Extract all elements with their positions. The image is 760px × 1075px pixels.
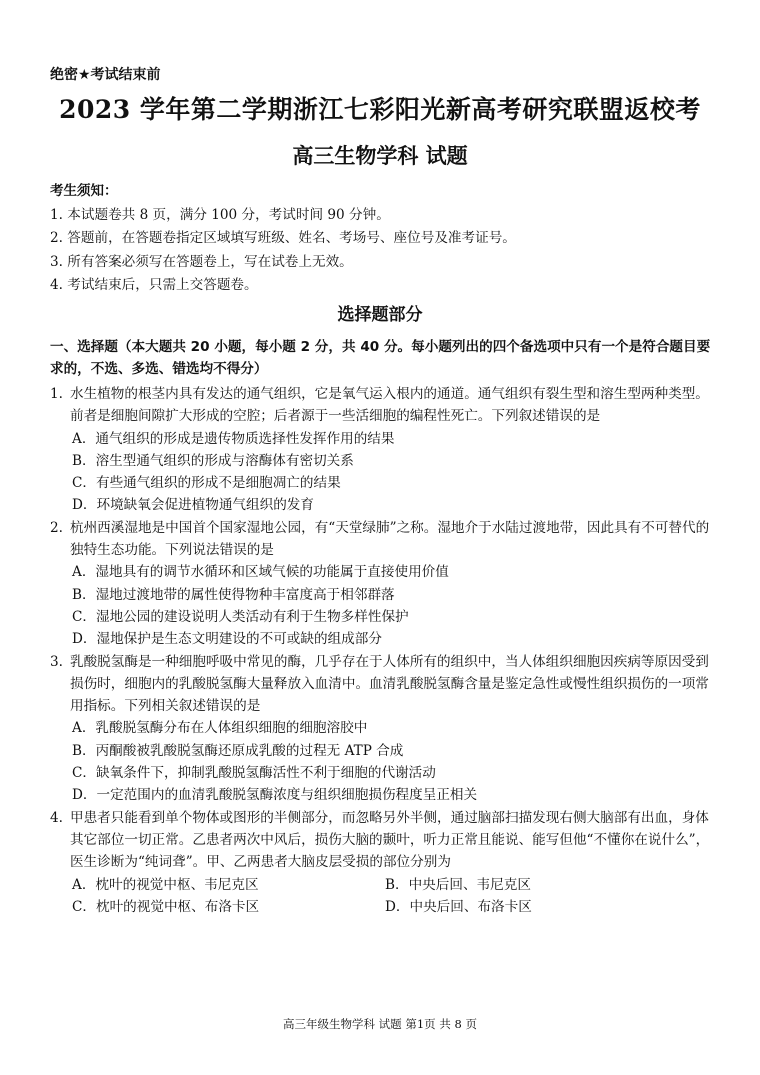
option-b: B．湿地过渡地带的属性使得物种丰富度高于相邻群落 — [72, 586, 395, 603]
option-a: A．通气组织的形成是遗传物质选择性发挥作用的结果 — [72, 430, 395, 447]
question-stem: 乳酸脱氢酶是一种细胞呼吸中常见的酶，几乎存在于人体所有的组织中，当人体组织细胞因疾病等原因受到损伤时，细胞内的乳酸脱氢酶大量释放入血清中。血清乳酸脱氢酶含量是鉴定急性或慢性组织损伤的一项常用指标。下列相关叙述错误的是 — [70, 653, 709, 715]
notice-item: 4. 考试结束后，只需上交答题卷。 — [50, 277, 258, 293]
section-title: 选择题部分 — [337, 305, 423, 325]
exam-subtitle: 高三生物学科 试题 — [292, 143, 468, 168]
part-intro: 一、选择题（本大题共 20 小题，每小题 2 分，共 40 分。每小题列出的四个备选项中只有一个是符合题目要求的，不选、多选、错选均不得分） — [50, 339, 711, 377]
question-number: 1. — [50, 386, 63, 402]
question-list — [50, 383, 720, 918]
option-row — [50, 896, 720, 918]
question-number: 3. — [50, 653, 63, 670]
option-c: C．有些通气组织的形成不是细胞凋亡的结果 — [72, 475, 341, 492]
option-c: C．枕叶的视觉中枢、布洛卡区 — [72, 898, 260, 915]
question-4 — [50, 807, 720, 874]
option-d: D．中央后回、布洛卡区 — [385, 898, 532, 915]
exam-title: 2023 学年第二学期浙江七彩阳光新高考研究联盟返校考 — [59, 95, 701, 124]
notice-title: 考生须知： — [50, 183, 118, 199]
option-c: C．缺氧条件下，抑制乳酸脱氢酶活性不利于细胞的代谢活动 — [72, 765, 436, 782]
option-a: A．枕叶的视觉中枢、韦尼克区 — [72, 876, 259, 893]
option-a: A．湿地具有的调节水循环和区域气候的功能属于直接使用价值 — [72, 564, 449, 581]
notice-item: 1. 本试题卷共 8 页，满分 100 分，考试时间 90 分钟。 — [50, 206, 390, 223]
question-2 — [50, 517, 720, 562]
option-d: D．环境缺氧会促进植物通气组织的发育 — [72, 497, 314, 514]
question-stem: 甲患者只能看到单个物体或图形的半侧部分，而忽略另外半侧，通过脑部扫描发现右侧大脑部有出血，身体其它部位一切正常。乙患者两次中风后，损伤大脑的颞叶，听力正常且能说、能写但他“不懂你在说什么”，医生诊断为“纯词聋”。甲、乙两患者大脑皮层受损的部位分别为 — [70, 809, 710, 871]
question-3 — [50, 651, 720, 718]
option-d: D．湿地保护是生态文明建设的不可或缺的组成部分 — [72, 631, 382, 648]
question-number: 2. — [50, 519, 63, 536]
question-stem: 水生植物的根茎内具有发达的通气组织，它是氧气运入根内的通道。通气组织有裂生型和溶生型两种类型。前者是细胞间隙扩大形成的空腔；后者源于一些活细胞的编程性死亡。下列叙述错误的是 — [70, 386, 709, 425]
candidate-notice — [50, 180, 516, 298]
confidential-label: 绝密★考试结束前 — [50, 67, 161, 83]
notice-item: 3. 所有答案必须写在答题卷上，写在试卷上无效。 — [50, 253, 353, 270]
option-b: B．丙酮酸被乳酸脱氢酶还原成乳酸的过程无 ATP 合成 — [72, 742, 404, 759]
question-number: 4. — [50, 809, 63, 826]
option-c: C．湿地公园的建设说明人类活动有利于生物多样性保护 — [72, 608, 409, 625]
question-1 — [50, 383, 720, 428]
notice-item: 2. 答题前，在答题卷指定区域填写班级、姓名、考场号、座位号及准考证号。 — [50, 230, 516, 246]
question-stem: 杭州西溪湿地是中国首个国家湿地公园，有“天堂绿肺”之称。湿地介于水陆过渡地带，因此具有不可替代的独特生态功能。下列说法错误的是 — [70, 519, 710, 559]
option-d: D．一定范围内的血清乳酸脱氢酶浓度与组织细胞损伤程度呈正相关 — [72, 787, 478, 804]
option-a: A．乳酸脱氢酶分布在人体组织细胞的细胞溶胶中 — [72, 720, 368, 737]
option-b: B．溶生型通气组织的形成与溶酶体有密切关系 — [72, 452, 354, 469]
page-footer: 高三年级生物学科 试题 第1页 共 8 页 — [283, 1017, 477, 1031]
option-b: B．中央后回、韦尼克区 — [385, 876, 531, 893]
option-row — [50, 874, 720, 896]
